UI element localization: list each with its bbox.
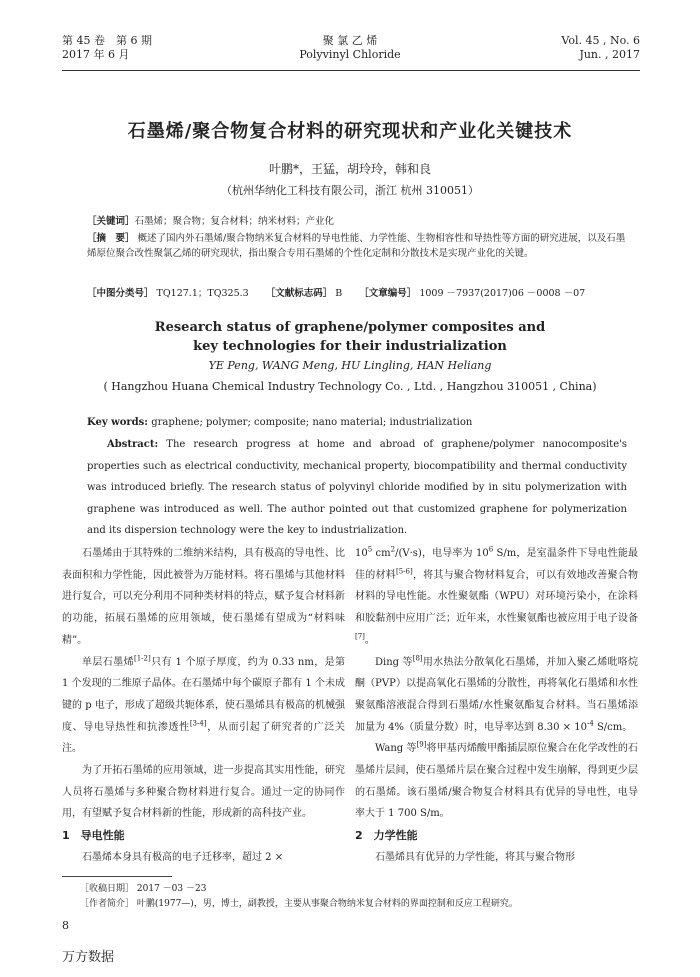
- abstract-en-label: Abstract:: [107, 439, 159, 450]
- text-span: Ding 等: [375, 656, 413, 668]
- section-heading-1: 1 导电性能: [62, 829, 125, 843]
- received-date: [62, 882, 640, 897]
- citation: [9]: [416, 741, 427, 749]
- paragraph: 石墨烯具有优异的力学性能，将其与聚合物形: [375, 851, 575, 863]
- paragraph: [355, 738, 638, 825]
- doc-code-value: B: [335, 288, 343, 299]
- superscript: 6: [488, 545, 494, 554]
- article-title-cn: 石墨烯/聚合物复合材料的研究现状和产业化关键技术: [127, 121, 573, 142]
- text-span: /(V·s)，电导率为 10: [395, 548, 489, 559]
- paragraph: 石墨烯由于其特殊的二维纳米结构，具有极高的导电性、比表面积和力学性能，因此被誉为万能材料。将石墨烯与其他材料进行复合，可以充分利用不同种类材料的特点，赋予复合材料新的功能，拓展石墨烯的应用领域，使石墨烯有望成为“材料味精”。: [62, 548, 345, 646]
- citation: [3-4]: [189, 719, 207, 728]
- keywords-cn-text: 石墨烯；聚合物；复合材料；纳米材料；产业化: [134, 216, 335, 227]
- clc-value: TQ127.1；TQ325.3: [156, 288, 249, 299]
- clc-label: ［中图分类号］: [87, 288, 154, 299]
- article-no-label: ［文章编号］: [359, 288, 417, 299]
- classification-line: [87, 286, 627, 301]
- received-value: 2017 －03 －23: [136, 884, 207, 894]
- section-heading-2: 2 力学性能: [355, 829, 418, 843]
- keywords-cn: [87, 214, 627, 229]
- keywords-en-label: Key words:: [87, 417, 148, 428]
- author-bio: [62, 897, 640, 912]
- text-span: 将甲基丙烯酸甲酯插层原位聚合在化学改性的石墨烯片层间，使石墨烯片层在聚合过程中发生崩解，得到更少层的石墨烯。该石墨烯/聚合物复合材料具有优异的导电性，电导率大于 1 700 S/m。: [355, 743, 638, 820]
- citation: [8]: [412, 654, 423, 663]
- text-span: 10: [355, 548, 368, 559]
- text-span: 。: [364, 634, 375, 646]
- paragraph: 为了开拓石墨烯的应用领域，进一步提高其实用性能，研究人员将石墨烯与多种聚合物材料进行复合。通过一定的协同作用，有望赋予复合材料新的性能，形成新的高科技产业。: [62, 765, 345, 820]
- abstract-en-text: The research progress at home and abroad of graphene/polymer nanocomposite's properties such as electrical conductivity, mechanical property, biocompatibility and thermal conductivity was introduced briefly. The research status of polyvinyl chloride modified by in situ polymerization with graphene was introduced as well. The author pointed out that customized graphene for polymerization and its dispersion technology were the key to industrialization.: [87, 439, 627, 536]
- body-right-column: [355, 543, 638, 869]
- abstract-cn-label: ［摘 要］: [87, 233, 135, 244]
- paragraph: [62, 652, 345, 761]
- abstract-en: [87, 434, 627, 542]
- superscript: -4: [586, 719, 594, 728]
- issue-date: 2017 年 6 月: [62, 48, 130, 61]
- affiliation-en: ( Hangzhou Huana Chemical Industry Technology Co. , Ltd. , Hangzhou 310051 , China): [103, 380, 597, 393]
- journal-name-cn: 聚 氯 乙 烯: [322, 34, 378, 47]
- paragraph: 石墨烯本身具有极高的电子迁移率，超过 2 ×: [82, 851, 284, 863]
- text-span: S/m，是室温条件下导电性能最佳的材料: [355, 548, 638, 581]
- author-bio-label: ［作者简介］: [80, 899, 135, 909]
- footnote-rule: [62, 876, 172, 877]
- text-span: 只有 1 个原子厚度，约为 0.33 nm，是第 1 个发现的二维原子晶体。在石墨烯中每个碳原子都有 1 个未成键的 p 电子，形成了超级共轭体系，使石墨烯具有极高的机械强度、导电导热性和抗渗透性: [62, 656, 346, 733]
- text-span: 用水热法分散氧化石墨烯，并加入聚乙烯吡咯烷酮（PVP）以提高氧化石墨烯的分散性，再将氧化石墨烯和水性聚氨酯溶液混合得到石墨烯/水性聚氨酯复合材料。当石墨烯添加量为 4%（质量分数）时，电导率达到 8.30 × 10: [355, 656, 638, 733]
- watermark: 万方数据: [62, 950, 115, 965]
- text-span: cm: [372, 548, 391, 559]
- journal-issue-en: [561, 34, 640, 62]
- article-title-en: [0, 318, 700, 356]
- text-span: ，从而引起了研究者的广泛关注。: [62, 721, 346, 755]
- authors-en: YE Peng, WANG Meng, HU Lingling, HAN Heliang: [208, 359, 492, 372]
- author-bio-text: 叶鹏(1977—)，男，博士，副教授，主要从事聚合物纳米复合材料的界面控制和反应工程研究。: [136, 899, 518, 909]
- superscript: 2: [390, 545, 396, 554]
- article-title-en-line2: key technologies for their industrialization: [193, 339, 507, 354]
- keywords-cn-label: ［关键词］: [87, 216, 135, 227]
- abstract-cn-text: 概述了国内外石墨烯/聚合物纳米复合材料的导电性能、力学性能、生物相容性和导热性等方面的研究进展，以及石墨烯原位聚合改性聚氯乙烯的研究现状，指出聚合专用石墨烯的个性化定制和分散技术是实现产业化的关键。: [87, 233, 626, 259]
- citation: [1-2]: [133, 654, 151, 663]
- paragraph: [355, 543, 638, 652]
- text-span: 单层石墨烯: [82, 656, 134, 668]
- text-span: S/cm。: [593, 721, 633, 733]
- journal-name-en: Polyvinyl Chloride: [299, 48, 401, 61]
- superscript: 5: [367, 545, 373, 554]
- volume-issue: 第 45 卷 第 6 期: [62, 34, 152, 47]
- affiliation-cn: （杭州华纳化工科技有限公司，浙江 杭州 310051）: [221, 184, 479, 197]
- article-title-en-line1: Research status of graphene/polymer composites and: [154, 320, 546, 335]
- citation: [5-6]: [395, 567, 413, 576]
- citation: [7]: [355, 632, 365, 641]
- body-left-column: [62, 543, 345, 869]
- received-label: ［收稿日期］: [80, 884, 135, 894]
- volume-issue-en: Vol. 45 , No. 6: [561, 34, 640, 47]
- issue-date-en: Jun. , 2017: [579, 48, 640, 61]
- abstract-cn: [87, 231, 627, 261]
- paragraph: [355, 652, 638, 739]
- keywords-en-text: graphene; polymer; composite; nano material; industrialization: [151, 417, 473, 428]
- text-span: Wang 等: [375, 743, 417, 755]
- authors-cn: 叶鹏*，王猛，胡玲玲，韩和良: [268, 162, 431, 176]
- header-rule: [62, 70, 640, 71]
- article-no-value: 1009 －7937(2017)06 －0008 －07: [419, 288, 586, 299]
- keywords-en: [87, 417, 627, 428]
- doc-code-label: ［文献标志码］: [265, 288, 333, 299]
- text-span: ，将其与聚合物材料复合，可以有效地改善聚合物材料的导电性能。水性聚氨酯（WPU）对环境污染小，在涂料和胶黏剂中应用广泛；近年来，水性聚氨酯也被应用于电子设备: [355, 569, 639, 625]
- page-number: 8: [62, 919, 69, 932]
